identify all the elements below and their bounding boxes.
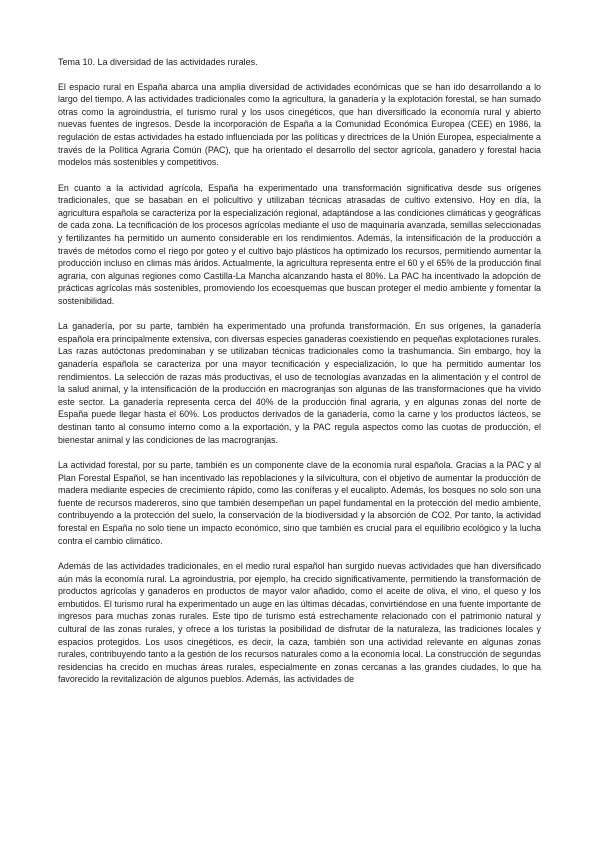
paragraph-forestry: La actividad forestal, por su parte, también es un componente clave de la economía rural española. Gracias a la PAC y al Plan Forestal Español, se han incentivado las repoblaciones y la silvicultura, con el objetivo de aumentar la producción de madera mediante especies de crecimiento rápido, como las coníferas y el eucalipto. Además, los bosques no solo son una fuente de recursos madereros, sino que también desempeñan un papel fundamental en la protección del medio ambiente, contribuyendo a la protección del suelo, la conservación de la biodiversidad y la absorción de CO2. Por tanto, la actividad forestal en España no solo tiene un impacto económico, sino que también es crucial para el equilibrio ecológico y la lucha contra el cambio climático. [58, 460, 541, 546]
paragraph-agriculture: En cuanto a la actividad agrícola, España ha experimentado una transformación significativa desde sus orígenes tradicionales, que se basaban en el policultivo y utilizaban técnicas atrasadas de cultivo extensivo. Hoy en día, la agricultura española se caracteriza por la especialización regional, adaptándose a las condiciones climáticas y geográficas de cada zona. La tecnificación de los procesos agrícolas mediante el uso de maquinaria avanzada, semillas seleccionadas y fertilizantes ha permitido un aumento considerable en los rendimientos. Además, la intensificación de la producción a través de métodos como el riego por goteo y el cultivo bajo plásticos ha optimizado los recursos, permitiendo aumentar la producción incluso en climas más áridos. Actualmente, la agricultura representa entre el 60 y el 65% de la producción final agraria, con algunas regiones como Castilla-La Mancha alcanzando hasta el 80%. La PAC ha incentivado la adopción de prácticas agrícolas más sostenibles, promoviendo los ecoesquemas que buscan proteger el medio ambiente y fomentar la sostenibilidad. [58, 182, 541, 306]
paragraph-new-activities: Además de las actividades tradicionales, en el medio rural español han surgido nuevas actividades que han diversificado aún más la economía rural. La agroindustria, por ejemplo, ha crecido significativamente, permitiendo la transformación de productos agrícolas y ganaderos en productos de mayor valor añadido, como el aceite de oliva, el vino, el queso y los embutidos. El turismo rural ha experimentado un auge en las últimas décadas, convirtiéndose en una fuente importante de ingresos para muchas zonas rurales. Este tipo de turismo está estrechamente relacionado con el patrimonio natural y cultural de las zonas rurales, y ofrece a los turistas la posibilidad de disfrutar de la naturaleza, las tradiciones locales y espacios protegidos. Los usos cinegéticos, es decir, la caza, también son una actividad relevante en algunas zonas rurales, contribuyendo tanto a la gestión de los recursos naturales como a la economía local. La construcción de segundas residencias ha crecido en muchas áreas rurales, especialmente en zonas cercanas a las grandes ciudades, lo que ha favorecido la revitalización de algunos pueblos. Además, las actividades de [58, 560, 541, 685]
document-title: Tema 10. La diversidad de las actividades rurales. [58, 57, 258, 67]
paragraph-livestock: La ganadería, por su parte, también ha experimentado una profunda transformación. En sus orígenes, la ganadería española era principalmente extensiva, con diversas especies ganaderas coexistiendo en pequeñas explotaciones rurales. Las razas autóctonas predominaban y se utilizaban técnicas tradicionales como la trashumancia. Sin embargo, hoy la ganadería española se caracteriza por una mayor tecnificación y especialización, lo que ha permitido aumentar los rendimientos. La selección de razas más productivas, el uso de tecnologías avanzadas en la alimentación y el control de la salud animal, y la intensificación de la producción en macrogranjas son algunas de las transformaciones que ha vivido este sector. La ganadería representa cerca del 40% de la producción final agraria, y en algunas zonas del norte de España puede llegar hasta el 60%. Los productos derivados de la ganadería, como la carne y los productos lácteos, se destinan tanto al consumo interno como a la exportación, y la PAC regula aspectos como las cuotas de producción, el bienestar animal y las condiciones de las macrogranjas. [58, 321, 541, 445]
document-body [58, 56, 541, 699]
paragraph-intro: El espacio rural en España abarca una amplia diversidad de actividades económicas que se han ido desarrollando a lo largo del tiempo. A las actividades tradicionales como la agricultura, la ganadería y la explotación forestal, se han sumado otras como la agroindustria, el turismo rural y los usos cinegéticos, que han diversificado la economía rural y abierto nuevas fuentes de ingresos. Desde la incorporación de España a la Comunidad Económica Europea (CEE) en 1986, la regulación de estas actividades ha estado influenciada por las políticas y directrices de la Unión Europea, especialmente a través de la Política Agraria Común (PAC), que ha orientado el desarrollo del sector agrícola, ganadero y forestal hacia modelos más sostenibles y competitivos. [58, 81, 541, 168]
